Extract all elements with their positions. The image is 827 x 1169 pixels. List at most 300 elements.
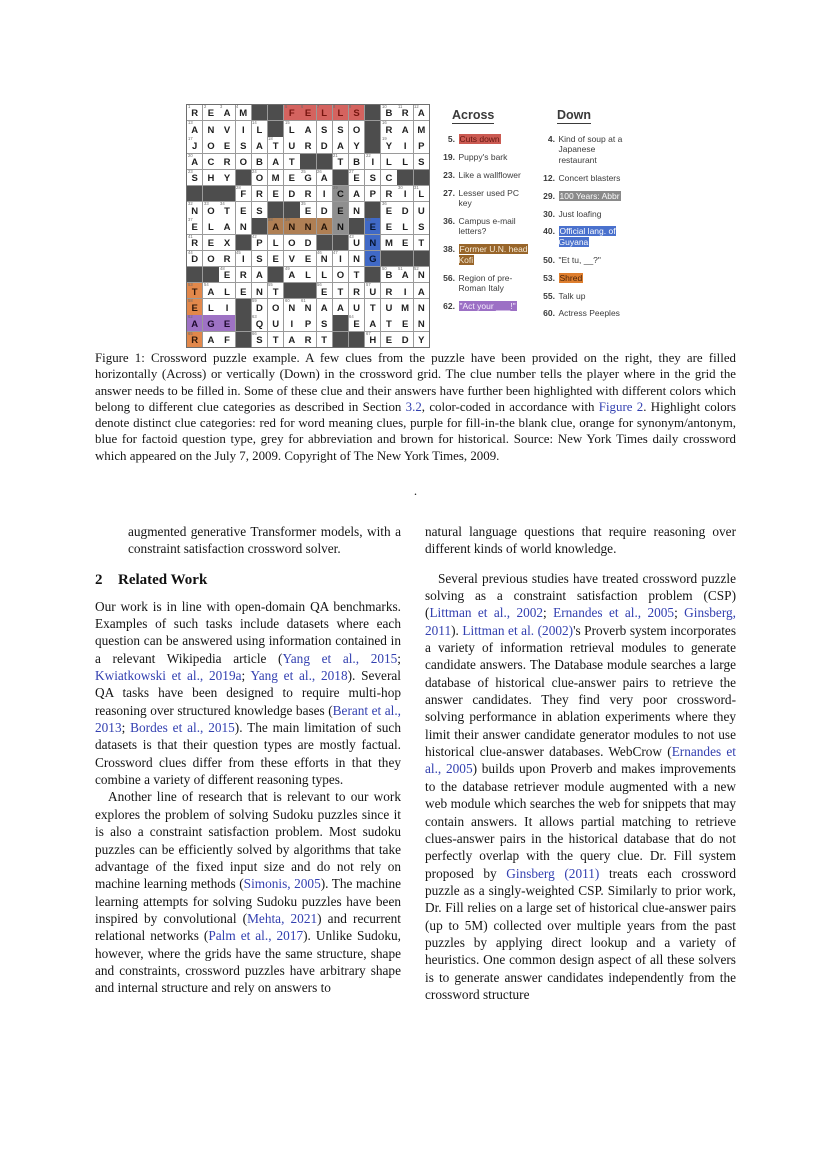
letter-cell <box>219 251 234 266</box>
cell-letter: G <box>369 254 377 266</box>
cell-letter: O <box>255 173 264 185</box>
letter-cell <box>187 332 202 347</box>
text-run: ; <box>543 605 554 621</box>
cell-letter: I <box>290 318 294 330</box>
letter-cell <box>333 186 348 201</box>
letter-cell <box>284 121 299 136</box>
letter-cell <box>219 170 234 185</box>
cell-letter: L <box>386 157 392 168</box>
letter-cell <box>187 121 202 136</box>
letter-cell <box>365 315 380 330</box>
black-cell <box>268 105 283 120</box>
cell-letter: D <box>288 189 296 201</box>
letter-cell <box>219 218 234 233</box>
cell-letter: B <box>256 157 263 168</box>
cell-letter: H <box>369 335 377 347</box>
cell-letter: B <box>385 270 393 282</box>
letter-cell <box>317 332 332 347</box>
black-cell <box>268 121 283 136</box>
cell-letter: G <box>304 173 312 185</box>
letter-cell <box>349 137 364 152</box>
letter-cell <box>203 251 218 266</box>
letter-cell <box>414 121 429 136</box>
cell-letter: L <box>272 237 279 249</box>
letter-cell <box>300 218 315 233</box>
clue-number: 5. <box>447 134 455 144</box>
letter-cell <box>381 315 396 330</box>
cell-letter: F <box>240 189 247 201</box>
black-cell <box>333 170 348 185</box>
text-run: natural language questions that require reasoning over different kinds of world knowledge. <box>425 524 736 557</box>
cell-number: 20 <box>187 153 193 158</box>
cell-letter: S <box>369 173 376 185</box>
cell-number: 65 <box>187 331 193 336</box>
cell-letter: L <box>207 221 214 233</box>
text-run: Several previous studies have treated crossword puzzle solving as a constraint satisfaction problem (CSP) ( <box>425 570 736 621</box>
letter-cell <box>317 251 332 266</box>
cell-letter: A <box>320 221 328 233</box>
citation-link[interactable]: Littman et al., 2002 <box>429 605 544 621</box>
black-cell <box>333 332 348 347</box>
clue-text: Talk up <box>558 290 586 301</box>
letter-cell <box>219 235 234 250</box>
letter-cell <box>203 218 218 233</box>
cell-letter: T <box>353 270 360 282</box>
black-cell <box>236 299 251 314</box>
black-cell <box>219 186 234 201</box>
citation-link[interactable]: Yang et al., 2015 <box>282 650 398 666</box>
black-cell <box>187 267 202 282</box>
cell-letter: A <box>417 108 425 120</box>
clue-item <box>441 134 538 144</box>
black-cell <box>317 154 332 169</box>
letter-cell <box>397 283 412 298</box>
letter-cell <box>381 121 396 136</box>
letter-cell <box>317 202 332 217</box>
cell-letter: A <box>288 270 296 282</box>
letter-cell <box>349 235 364 250</box>
cell-letter: F <box>224 335 230 347</box>
cell-number: 11 <box>397 104 403 110</box>
clue-text: Campus e-mail letters? <box>458 216 516 237</box>
cell-letter: D <box>401 205 409 217</box>
letter-cell <box>236 154 251 169</box>
cell-letter: D <box>304 237 312 249</box>
cell-letter: X <box>223 237 231 249</box>
letter-cell <box>203 283 218 298</box>
letter-cell <box>284 154 299 169</box>
cell-letter: T <box>386 318 392 330</box>
letter-cell <box>381 202 396 217</box>
letter-cell <box>219 267 234 282</box>
letter-cell <box>236 105 251 120</box>
cell-number: 54 <box>203 282 209 288</box>
cell-letter: T <box>369 302 376 314</box>
clue-number: 12. <box>543 172 555 183</box>
cell-letter: L <box>418 189 425 201</box>
letter-cell <box>317 267 332 282</box>
cell-letter: D <box>191 254 199 266</box>
cell-letter: E <box>240 286 247 298</box>
cell-letter: E <box>385 335 393 347</box>
letter-cell <box>252 283 267 298</box>
cell-number: 67 <box>365 331 371 336</box>
cell-number: 7 <box>317 104 320 110</box>
clue-number: 55. <box>543 290 555 301</box>
text-run: treats each crossword puzzle as a singly-weighted CSP. Similarly to prior work, Dr. Fill relies on a large set of historical clue-answer pairs (up to 5M) collected over multiple years from the past puzzles by applying direct lookup and a variety of heuristics. One common design aspect of all these solvers is to generate answer candidates independently from the crossword structure <box>425 865 736 1002</box>
letter-cell <box>397 154 412 169</box>
cell-letter: N <box>417 302 425 314</box>
cell-letter: I <box>225 302 229 314</box>
letter-cell <box>414 315 429 330</box>
letter-cell <box>397 186 412 201</box>
citation-link[interactable]: Mehta, 2021 <box>247 910 318 926</box>
black-cell <box>365 202 380 217</box>
cell-number: 48 <box>219 266 225 272</box>
cell-letter: E <box>272 189 279 201</box>
citation-link[interactable]: Ginsberg, 2011 <box>425 605 736 638</box>
cell-letter: A <box>304 124 312 136</box>
text-run: ). The main limitation of such datasets is that their question types are mostly factual. Crossword clues differ from these efforts in that they combine a variety of different reasoning types. <box>95 720 401 788</box>
citation-link[interactable]: Kwiatkowski et al., 2019a <box>95 668 242 684</box>
letter-cell <box>219 332 234 347</box>
citation-link[interactable]: Littman et al. (2002) <box>462 622 574 638</box>
letter-cell <box>203 315 218 330</box>
cell-letter: A <box>320 173 328 185</box>
paragraph <box>425 570 736 1004</box>
cell-number: 45 <box>236 250 241 255</box>
letter-cell <box>236 137 251 152</box>
cell-letter: S <box>321 318 328 330</box>
cell-number: 58 <box>187 298 193 304</box>
letter-cell <box>333 154 348 169</box>
cell-number: 25 <box>300 169 306 174</box>
cell-letter: I <box>403 140 407 152</box>
cell-letter: E <box>191 221 198 233</box>
cell-letter: E <box>272 254 279 266</box>
letter-cell <box>381 105 396 120</box>
highlighted-clue: Cuts down <box>459 134 500 144</box>
letter-cell <box>317 299 332 314</box>
cell-number: 34 <box>219 201 225 207</box>
letter-cell <box>236 267 251 282</box>
cell-letter: O <box>207 254 215 266</box>
clue-number: 62. <box>443 300 455 311</box>
cell-letter: R <box>239 270 247 282</box>
cell-letter: P <box>369 189 376 201</box>
cell-number: 60 <box>284 298 290 304</box>
cell-letter: R <box>385 189 393 201</box>
cell-letter: S <box>337 124 344 136</box>
cell-letter: S <box>418 157 425 168</box>
cell-letter: L <box>337 108 344 120</box>
letter-cell <box>349 202 364 217</box>
letter-cell <box>381 235 396 250</box>
cell-number: 50 <box>381 266 387 272</box>
figure-caption <box>95 350 736 464</box>
cell-letter: A <box>320 302 328 314</box>
cell-letter: N <box>320 254 328 266</box>
across-clue-list <box>441 134 538 311</box>
letter-cell <box>203 235 218 250</box>
cell-letter: P <box>304 318 312 330</box>
paragraph <box>95 598 401 789</box>
clue-text: Kind of soup at a Japanese restaurant <box>558 134 623 165</box>
cell-letter: N <box>288 221 296 233</box>
cell-letter: I <box>322 189 326 201</box>
cell-letter: L <box>321 108 328 120</box>
cell-letter: E <box>385 205 393 217</box>
letter-cell <box>381 267 396 282</box>
highlighted-clue: 100 Years: Abbr <box>559 190 620 201</box>
cell-letter: S <box>256 254 263 266</box>
clue-item <box>541 226 640 247</box>
letter-cell <box>252 299 267 314</box>
cell-number: 51 <box>397 266 403 272</box>
clue-text <box>459 301 535 311</box>
cell-letter: B <box>385 108 393 120</box>
cell-letter: G <box>207 318 215 330</box>
citation-link[interactable]: Ernandes et al., 2005 <box>425 744 736 777</box>
letter-cell <box>397 332 412 347</box>
letter-cell <box>203 170 218 185</box>
cell-letter: A <box>191 157 199 168</box>
citation-link[interactable]: Ginsberg (2011) <box>506 865 600 881</box>
cell-letter: L <box>321 270 328 282</box>
cell-number: 4 <box>236 104 239 110</box>
letter-cell <box>414 154 429 169</box>
letter-cell <box>268 299 283 314</box>
letter-cell <box>268 170 283 185</box>
clue-item <box>541 134 640 165</box>
black-cell <box>317 235 332 250</box>
letter-cell <box>317 283 332 298</box>
cell-letter: O <box>207 205 215 217</box>
cell-letter: R <box>223 254 231 266</box>
letter-cell <box>219 154 234 169</box>
cell-letter: N <box>304 302 312 314</box>
cell-letter: I <box>339 254 342 266</box>
citation-link[interactable]: Bordes et al., 2015 <box>130 720 235 736</box>
letter-cell <box>284 105 299 120</box>
cell-letter: R <box>256 189 263 201</box>
letter-cell <box>397 299 412 314</box>
cell-letter: N <box>369 237 377 249</box>
cell-letter: T <box>337 157 344 168</box>
letter-cell <box>187 251 202 266</box>
cell-letter: N <box>417 270 425 282</box>
letter-cell <box>268 137 283 152</box>
black-cell <box>187 186 202 201</box>
cell-number: 15 <box>284 120 290 126</box>
text-run: , color-coded in accordance with <box>421 399 599 414</box>
text-run: Figure 1: Crossword puzzle example. A few clues from the puzzle have been provided on the right, they are filled horizontally (Across) or vertically (Down) in the crossword grid. The clue number tells the player where in the grid the answer needs to be filled in. Some of these clue and their answers have further been highlighted with different colors which belong to different clue categories as described in Section <box>95 351 736 414</box>
cell-number: 66 <box>252 331 257 336</box>
cell-number: 59 <box>252 298 257 304</box>
letter-cell <box>365 170 380 185</box>
cell-number: 5 <box>284 104 287 110</box>
cell-letter: U <box>385 302 393 314</box>
cell-number: 41 <box>187 233 193 239</box>
letter-cell <box>284 218 299 233</box>
cell-number: 30 <box>397 185 403 191</box>
letter-cell <box>284 299 299 314</box>
cell-letter: E <box>223 318 231 330</box>
cell-letter: E <box>191 302 198 314</box>
black-cell <box>236 332 251 347</box>
cell-letter: A <box>401 270 409 282</box>
citation-link[interactable]: Ernandes et al., 2005 <box>553 605 675 621</box>
cell-letter: N <box>336 221 344 233</box>
cell-letter: O <box>207 140 215 152</box>
cell-letter: A <box>256 140 263 152</box>
letter-cell <box>381 332 396 347</box>
cell-letter: N <box>304 221 312 233</box>
down-clue-list <box>541 134 640 319</box>
cell-letter: C <box>207 157 215 168</box>
letter-cell <box>414 283 429 298</box>
black-cell <box>365 137 380 152</box>
letter-cell <box>219 202 234 217</box>
cell-letter: S <box>418 221 425 233</box>
clue-item <box>541 308 640 318</box>
cell-letter: R <box>401 108 409 120</box>
cell-letter: E <box>223 270 231 282</box>
clue-number: 4. <box>547 134 555 144</box>
cell-letter: A <box>256 270 263 282</box>
citation-link[interactable]: 3.2 <box>405 399 422 414</box>
letter-cell <box>381 137 396 152</box>
cell-letter: T <box>337 286 344 298</box>
text-run: 's Proverb system incorporates a variety of information retrieval modules to generate candidate answers. The Database module searches a large database of historical clue-answer pairs to retrieve the answer candidates. They find very poor crossword-solving performance in ablation experiments where they limit their answer candidate generator modules to not use historical clue-answer databases. WebCrow ( <box>425 622 737 760</box>
cell-number: 3 <box>219 104 223 110</box>
letter-cell <box>300 299 315 314</box>
cell-number: 12 <box>414 104 419 110</box>
letter-cell <box>349 170 364 185</box>
cell-letter: T <box>288 157 295 168</box>
letter-cell <box>349 186 364 201</box>
clue-item <box>541 291 640 301</box>
cell-number: 52 <box>414 266 419 272</box>
cell-letter: A <box>369 318 377 330</box>
letter-cell <box>252 251 267 266</box>
clue-number: 40. <box>543 226 555 237</box>
cell-number: 21 <box>333 153 338 158</box>
cell-number: 47 <box>333 250 338 255</box>
letter-cell <box>397 202 412 217</box>
letter-cell <box>317 170 332 185</box>
letter-cell <box>300 235 315 250</box>
letter-cell <box>397 137 412 152</box>
text-run: ; <box>241 668 251 684</box>
cell-number: 61 <box>300 298 306 304</box>
cell-letter: N <box>207 124 215 136</box>
cell-letter: I <box>241 124 245 136</box>
cell-letter: E <box>304 108 312 120</box>
cell-letter: I <box>403 189 407 201</box>
letter-cell <box>317 105 332 120</box>
cell-number: 26 <box>317 169 322 174</box>
black-cell <box>333 235 348 250</box>
letter-cell <box>300 121 315 136</box>
cell-letter: E <box>337 205 344 217</box>
letter-cell <box>268 235 283 250</box>
cell-letter: I <box>241 254 245 266</box>
letter-cell <box>365 299 380 314</box>
text-run: ). <box>451 622 463 638</box>
letter-cell <box>349 154 364 169</box>
black-cell <box>300 283 315 298</box>
letter-cell <box>252 154 267 169</box>
cell-letter: Y <box>353 140 360 152</box>
letter-cell <box>252 235 267 250</box>
black-cell <box>284 202 299 217</box>
cell-letter: A <box>336 302 344 314</box>
cell-letter: S <box>240 140 247 152</box>
citation-link[interactable]: Figure 2 <box>598 399 644 414</box>
citation-link[interactable]: Berant et al., 2013 <box>95 702 401 736</box>
clue-text <box>559 191 635 201</box>
body-column-left <box>95 523 401 997</box>
letter-cell <box>203 332 218 347</box>
letter-cell <box>349 105 364 120</box>
cell-letter: A <box>417 286 425 298</box>
cell-letter: A <box>288 335 296 347</box>
black-cell <box>365 121 380 136</box>
cell-letter: A <box>223 108 231 120</box>
cell-letter: R <box>191 237 199 249</box>
cell-letter: L <box>402 157 409 168</box>
letter-cell <box>268 315 283 330</box>
cell-letter: P <box>418 140 425 152</box>
clue-text <box>459 134 535 144</box>
letter-cell <box>268 186 283 201</box>
letter-cell <box>252 186 267 201</box>
section-heading <box>95 572 401 589</box>
citation-link[interactable]: Simonis, 2005 <box>243 876 321 892</box>
black-cell <box>349 218 364 233</box>
cell-letter: J <box>192 140 198 152</box>
cell-letter: A <box>191 318 199 330</box>
cell-letter: P <box>256 237 263 249</box>
clue-number: 36. <box>443 216 455 227</box>
cell-number: 62 <box>187 314 193 320</box>
letter-cell <box>349 315 364 330</box>
letter-cell <box>365 154 380 169</box>
cell-letter: E <box>223 140 231 152</box>
cell-letter: R <box>223 157 231 168</box>
citation-link[interactable]: Palm et al., 2017 <box>208 928 304 944</box>
cell-number: 27 <box>349 169 355 174</box>
cell-letter: H <box>207 173 215 185</box>
cell-letter: C <box>336 189 344 201</box>
text-run: Our work is in line with open-domain QA benchmarks. Examples of such tasks include datasets where each question can be answered using information contained in a relevant Wikipedia article ( <box>95 598 401 666</box>
citation-link[interactable]: Yang et al., 2018 <box>250 668 348 684</box>
letter-cell <box>284 251 299 266</box>
cell-letter: E <box>207 237 215 249</box>
cell-letter: R <box>191 335 199 347</box>
cell-letter: N <box>353 205 360 217</box>
cell-letter: A <box>336 140 344 152</box>
letter-cell <box>349 299 364 314</box>
cell-letter: M <box>401 302 410 314</box>
down-title: Down <box>557 108 592 122</box>
letter-cell <box>414 299 429 314</box>
text-run: . Highlight colors denote distinct clue categories: red for word meaning clues, purple for fill-in-the blank clue, orange for synonym/antonym, blue for factoid question type, grey for abbreviation and brown for historical. Source: New York Times daily crossword which appeared on the July 7, 2009. Copyright of The New York Times, 2009. <box>95 399 736 463</box>
clue-number: 30. <box>543 208 555 219</box>
black-cell <box>381 251 396 266</box>
text-run: ). Several QA tasks have been designed to require multi-hop reasoning over structured knowledge bases ( <box>95 668 401 718</box>
